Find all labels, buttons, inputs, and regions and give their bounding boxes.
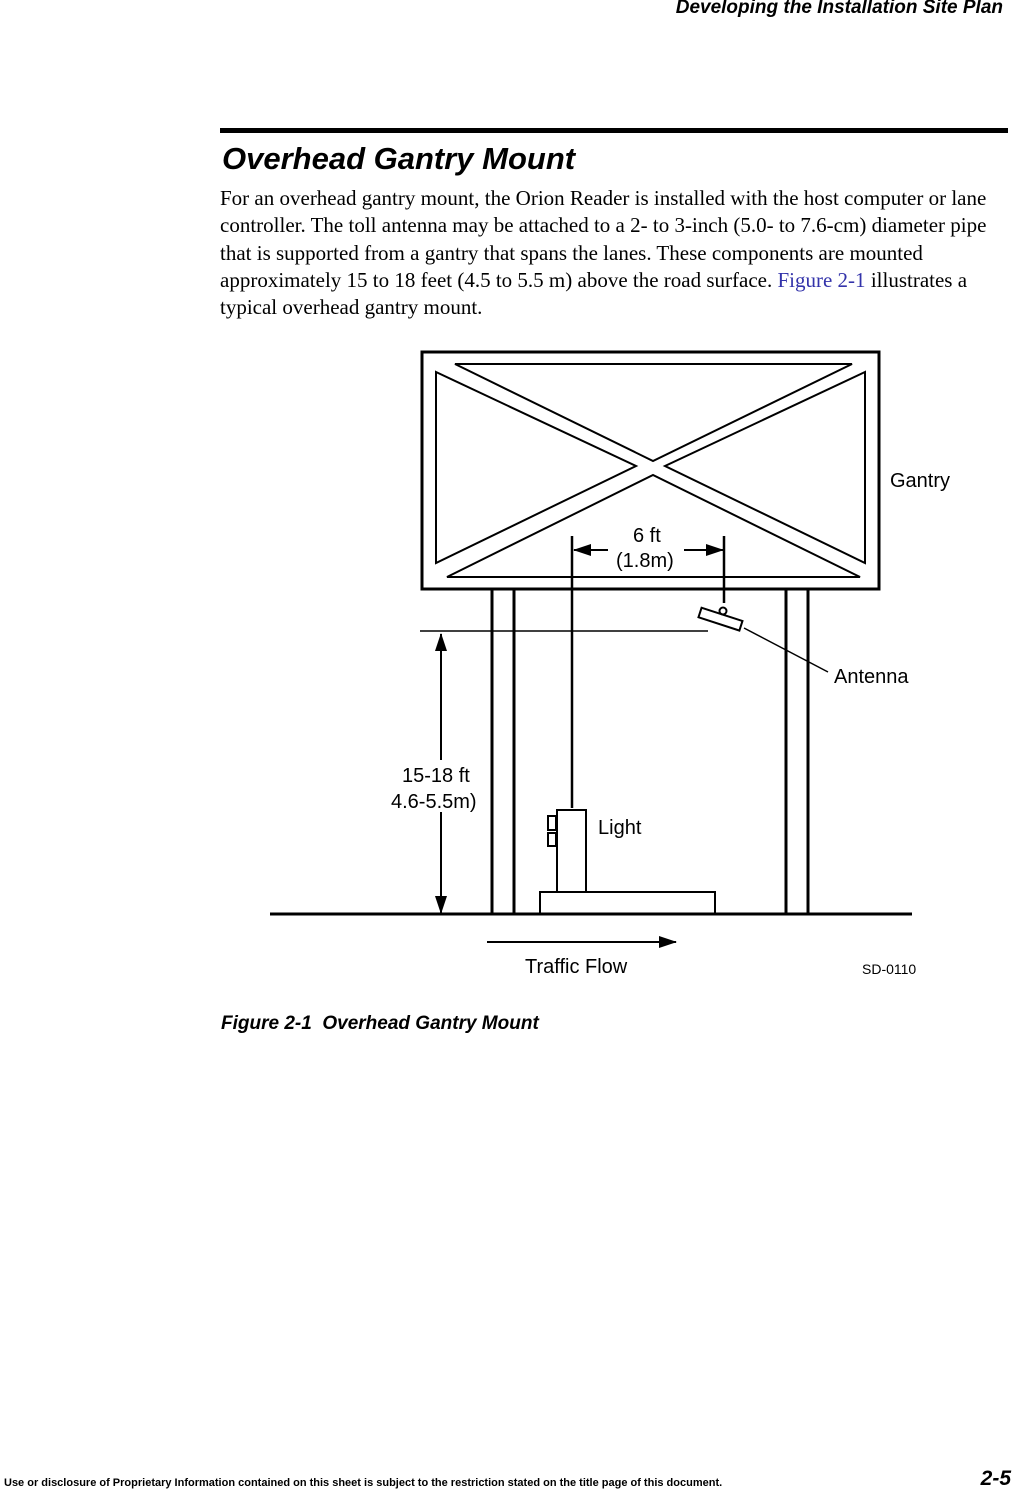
width-m-label: (1.8m) — [616, 550, 674, 572]
footer-notice: Use or disclosure of Proprietary Information contained on this sheet is subject to the restriction stated on the title page of this document. — [4, 1477, 723, 1489]
gantry-label: Gantry — [890, 470, 951, 492]
paragraph-text: For an overhead gantry mount, the Orion Reader is installed with the host computer or lane controller. The toll antenna may be attached to a 2- to 3-inch (5.0- to 7.6-cm) diameter pipe that is supported from a gantry that spans the lanes. These components are mounted approximately 15 to 18 feet (4.5 to 5.5 m) above the road surface. — [220, 186, 987, 292]
antenna-icon — [698, 608, 742, 631]
paragraph-text-end: illustrates a typical overhead gantry mount. — [220, 267, 968, 320]
page-number: 2-5 — [980, 1467, 1011, 1490]
section-title: Overhead Gantry Mount — [222, 141, 576, 176]
light-label: Light — [598, 817, 642, 839]
width-ft-label: 6 ft — [633, 525, 661, 547]
drawing-id: SD-0110 — [862, 961, 917, 977]
figure-caption: Figure 2-1 Overhead Gantry Mount — [221, 1013, 539, 1034]
running-header: Developing the Installation Site Plan — [675, 0, 1003, 18]
traffic-flow-label: Traffic Flow — [525, 956, 628, 978]
antenna-label: Antenna — [834, 666, 909, 688]
gantry-columns — [492, 589, 808, 914]
height-m-label: 4.6-5.5m) — [391, 791, 477, 813]
height-ft-label: 15-18 ft — [402, 765, 470, 787]
figure-link[interactable]: Figure 2-1 — [777, 267, 866, 292]
